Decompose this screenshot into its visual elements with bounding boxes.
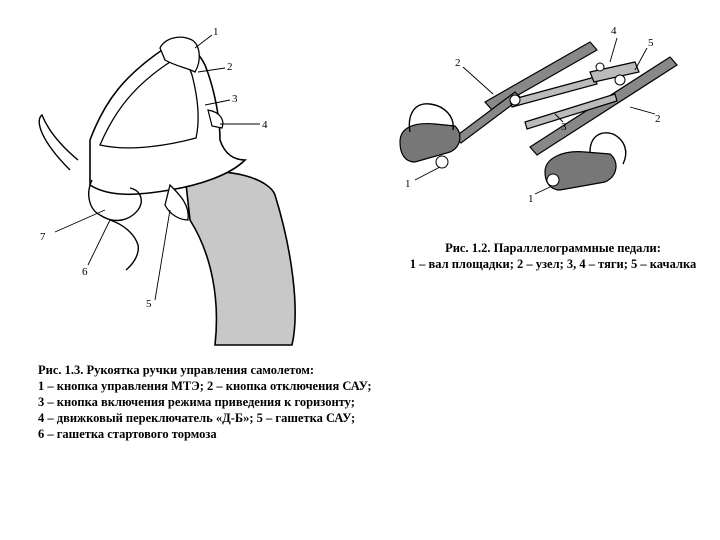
left-hook <box>39 115 78 170</box>
callout-3: 3 <box>561 121 567 133</box>
control-stick-figure <box>30 20 320 350</box>
caption-stick-title: Рис. 1.3. Рукоятка ручки управления самолетом: <box>38 363 315 377</box>
callout-5: 5 <box>146 298 152 310</box>
caption-stick-line-4: 6 – гашетка стартового тормоза <box>38 427 217 441</box>
callout-7: 7 <box>40 231 46 243</box>
callout-4: 4 <box>262 119 268 131</box>
callout-2b: 2 <box>655 113 661 125</box>
callout-2: 2 <box>227 61 233 73</box>
callout-1: 1 <box>213 26 219 38</box>
shaft-upper <box>485 42 597 110</box>
sau-trigger <box>165 185 188 220</box>
caption-stick-line-1: 1 – кнопка управления МТЭ; 2 – кнопка отключения САУ; <box>38 379 372 393</box>
stick-tube <box>185 172 295 345</box>
caption-pedals <box>388 240 718 272</box>
callout-2a: 2 <box>455 57 461 69</box>
caption-stick-line-3: 4 – движковый переключатель «Д-Б»; 5 – гашетка САУ; <box>38 411 356 425</box>
callout-3: 3 <box>232 93 238 105</box>
callout-6: 6 <box>82 266 88 278</box>
callout-5: 5 <box>648 37 654 49</box>
brake-lever-hook <box>110 220 138 270</box>
caption-pedals-title: Рис. 1.2. Параллелограммные педали: <box>445 241 661 255</box>
callout-1b: 1 <box>528 193 534 205</box>
pedals-figure <box>395 22 705 212</box>
callout-1a: 1 <box>405 178 411 190</box>
caption-stick-line-2: 3 – кнопка включения режима приведения к горизонту; <box>38 395 355 409</box>
caption-pedals-legend: 1 – вал площадки; 2 – узел; 3, 4 – тяги; 5 – качалка <box>409 257 697 271</box>
callout-4: 4 <box>611 25 617 37</box>
caption-stick <box>38 362 458 442</box>
